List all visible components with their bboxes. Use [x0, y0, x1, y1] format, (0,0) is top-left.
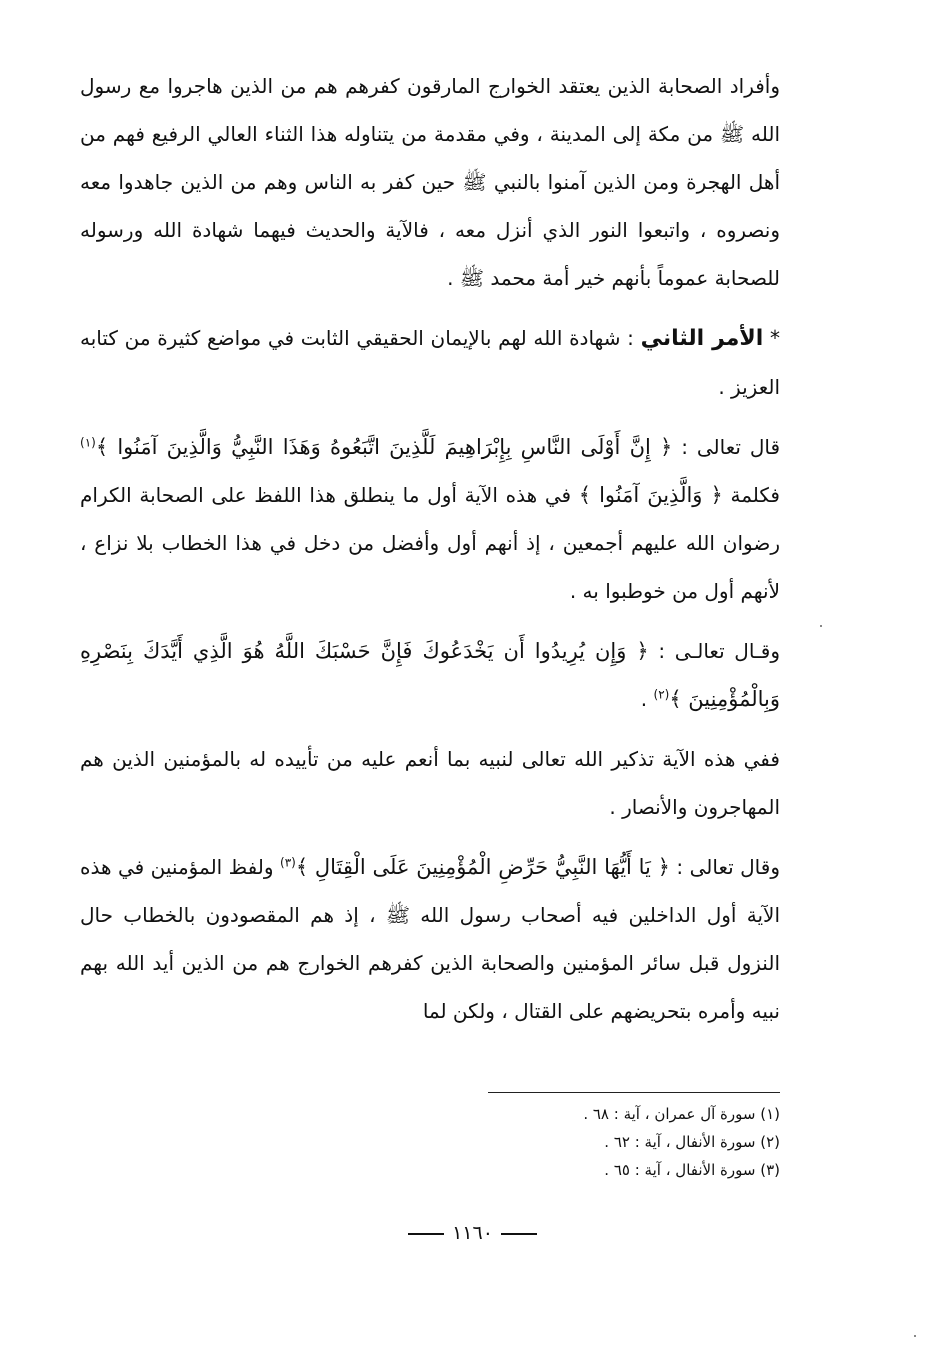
footnote-2: (٢) سورة الأنفال ، آية : ٦٢ . [604, 1133, 780, 1151]
paragraph-sahaba-muhajirun: وأفراد الصحابة الذين يعتقد الخوارج المارقون كفرهم هم من الذين هاجروا مع رسول الله ﷺ من مكة إلى المدينة ، وفي مقدمة من يتناوله هذا الثناء العالي الرفيع فهم من أهل الهجرة ومن الذين آمنوا بالنبي ﷺ حين كفر به الناس وهم من الذين جاهدوا معه ونصروه ، واتبعوا النور الذي أنزل معه ، فالآية والحديث فيهما شهادة الله ورسوله للصحابة عموماً بأنهم خير أمة محمد ﷺ . [80, 74, 780, 290]
paragraph-tadhkir: ففي هذه الآية تذكير الله تعالى لنبيه بما أنعم عليه من تأييده له بالمؤمنين الذين هم المهاجرون والأنصار . [80, 747, 780, 819]
quran-verse-2: ﴿ وَإِن يُرِيدُوا أَن يَخْدَعُوكَ فَإِنَّ حَسْبَكَ اللَّهُ هُوَ الَّذِي أَيَّدَكَ بِنَصْرِهِ وَبِالْمُؤْمِنِينَ ﴾ [80, 639, 780, 711]
paragraph-verse-anfal-65 [80, 843, 780, 1035]
verse-commentary: ولفظ المؤمنين في هذه الآية أول الداخلين فيه أصحاب رسول الله ﷺ ، إذ هم المقصودون بالخطاب حال النزول قبل سائر المؤمنين والصحابة الذين كفرهم الخوارج هم من الذين أيد الله بهم نبيه وأمره بتحريضهم على القتال ، ولكن لما [80, 855, 780, 1023]
page-number [0, 1222, 945, 1244]
verse-intro: وقال تعالى : [669, 855, 780, 879]
verse-end: . [640, 687, 654, 711]
footnote-separator [488, 1092, 780, 1093]
verse-connector: فكلمة [722, 483, 780, 507]
footnote-ref-2: (٢) [653, 687, 670, 702]
paragraph-verse-anfal-62 [80, 627, 780, 723]
main-text [80, 62, 780, 1035]
footnote-ref-1: (١) [80, 435, 96, 450]
quran-verse-1: ﴿ إِنَّ أَوْلَى النَّاسِ بِإِبْرَاهِيمَ لَلَّذِينَ اتَّبَعُوهُ وَهَذَا النَّبِيُّ وَالَّذِينَ آمَنُوا ﴾ [95, 435, 673, 459]
quran-verse-phrase: ﴿ وَالَّذِينَ آمَنُوا ﴾ [578, 483, 723, 507]
dash-left [408, 1233, 444, 1235]
verse-intro: قال تعالى : [672, 435, 780, 459]
footnote-ref-3: (٣) [280, 855, 296, 870]
section-heading: الأمر الثاني [640, 326, 764, 351]
scan-speck [914, 1335, 916, 1337]
footnote-3: (٣) سورة الأنفال ، آية : ٦٥ . [604, 1161, 780, 1179]
scan-speck [820, 625, 822, 627]
footnote-1: (١) سورة آل عمران ، آية : ٦٨ . [583, 1105, 780, 1123]
heading-body: : شهادة الله لهم بالإيمان الحقيقي الثابت في مواضع كثيرة من كتابه العزيز . [80, 326, 780, 399]
page-number-value: ١١٦٠ [452, 1222, 493, 1244]
verse-commentary: في هذه الآية أول ما ينطلق هذا اللفظ على الصحابة الكرام رضوان الله عليهم أجمعين ، إذ أنهم أول وأفضل من دخل في هذا الخطاب بلا نزاع ، لأنهم أول من خوطبوا به . [80, 483, 780, 603]
dash-right [501, 1233, 537, 1235]
footnotes [380, 1100, 780, 1184]
quran-verse-3: ﴿ يَا أَيُّهَا النَّبِيُّ حَرِّضِ الْمُؤْمِنِينَ عَلَى الْقِتَالِ ﴾ [295, 855, 670, 879]
asterisk-marker: * [763, 326, 780, 350]
paragraph-verse-ibrahim [80, 423, 780, 615]
verse-intro: وقـال تعالـى : [648, 639, 780, 663]
paragraph-second-matter [80, 314, 780, 411]
